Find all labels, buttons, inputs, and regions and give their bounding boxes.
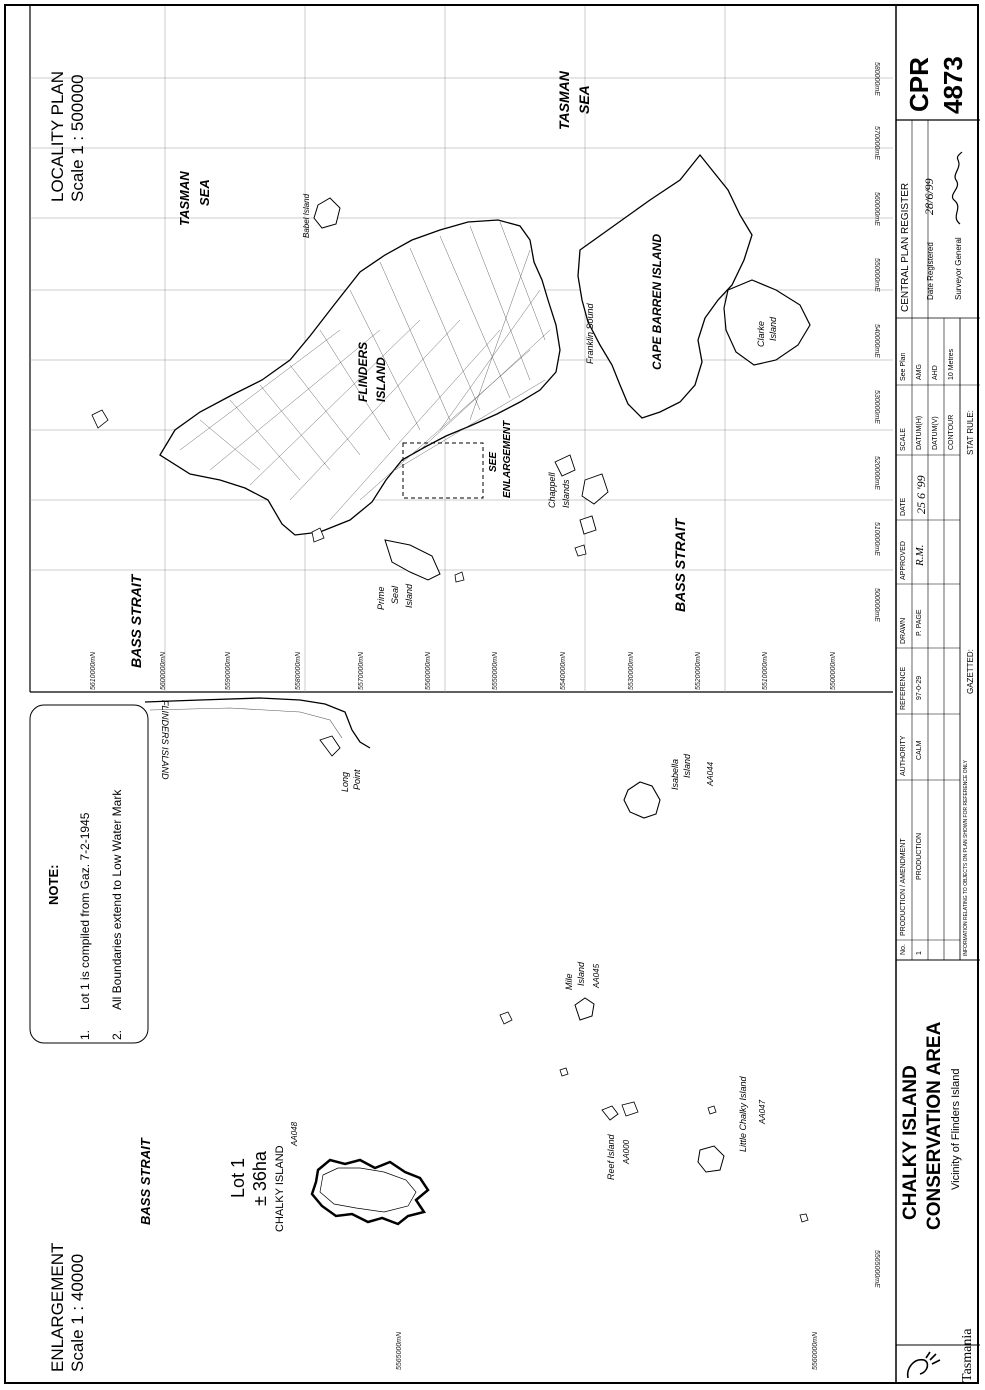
- enlargement-northing-label: 5560000mN: [812, 1331, 819, 1370]
- little-chalky-island-label: Little Chalky Island: [738, 1076, 748, 1152]
- note-heading: NOTE:: [46, 864, 61, 905]
- lot-area-label: ± 36ha: [250, 1151, 270, 1206]
- northing-label: 5530000mN: [628, 651, 635, 690]
- prime-seal-island-outline: [385, 540, 440, 580]
- row-production: PRODUCTION: [916, 832, 923, 880]
- chappell-islands-label-2: Islands: [561, 479, 571, 508]
- cpr-number: 4873: [938, 56, 968, 114]
- prime-seal-island-label-2: Seal: [390, 585, 400, 604]
- row-reference: 97-0-29: [916, 675, 923, 700]
- reef-island-outline: [602, 1106, 618, 1120]
- col-header-date: DATE: [900, 497, 907, 516]
- mile-island-code: AA045: [592, 963, 601, 988]
- datum-v-value: AHD: [932, 365, 939, 380]
- locality-plan-scale: Scale 1 : 500000: [68, 74, 87, 202]
- bass-strait-label-2: BASS STRAIT: [672, 518, 688, 612]
- plan-subtitle: Vicinity of Flinders Island: [950, 1068, 962, 1190]
- long-point-outline: [320, 736, 340, 756]
- easting-label: 540000mE: [873, 324, 880, 358]
- chappell-islands-label: Chappell: [547, 472, 557, 508]
- row-authority: CALM: [916, 740, 923, 760]
- datum-h-label: DATUM(H): [916, 415, 923, 450]
- chalky-island-code: AA048: [290, 1121, 299, 1146]
- reef-island-code: AA000: [622, 1139, 631, 1164]
- northing-label: 5600000mN: [160, 651, 167, 690]
- prime-seal-island-label-3: Island: [404, 583, 414, 608]
- flinders-island-label: FLINDERS: [356, 342, 370, 402]
- easting-label: 570000mE: [873, 126, 880, 160]
- enlargement-title: ENLARGEMENT: [48, 1242, 67, 1372]
- northing-label: 5590000mN: [225, 651, 232, 690]
- flinders-island-label-2: ISLAND: [374, 357, 388, 402]
- tasman-sea-label-2-sub: SEA: [576, 85, 592, 114]
- northing-label: 5610000mN: [90, 651, 97, 690]
- stat-rule-label: STAT RULE:: [966, 410, 975, 455]
- date-registered-value: 28/6/99: [922, 178, 936, 215]
- easting-label: 560000mE: [873, 192, 880, 226]
- easting-label: 500000mE: [873, 588, 880, 622]
- cape-barren-island-label: CAPE BARREN ISLAND: [650, 233, 664, 370]
- gazetted-label: GAZETTED:: [966, 649, 975, 694]
- locality-plan-title: LOCALITY PLAN: [48, 70, 67, 202]
- clarke-island-label: Clarke: [756, 320, 766, 347]
- bass-strait-label-1: BASS STRAIT: [128, 574, 144, 668]
- date-registered-label: Date Registered: [926, 242, 935, 300]
- col-header-authority: AUTHORITY: [900, 735, 907, 776]
- clarke-island-label-2: Island: [768, 316, 778, 341]
- plan-title-line-1: CHALKY ISLAND: [900, 1065, 921, 1220]
- prime-seal-island-label: Prime: [376, 586, 386, 610]
- row-no: 1: [916, 951, 923, 955]
- contour-value: 10 Metres: [948, 348, 955, 380]
- northing-label: 5520000mN: [695, 651, 702, 690]
- flinders-island-coast-enlarged: [145, 698, 370, 748]
- enlargement-northing-label: 5565000mN: [396, 1331, 403, 1370]
- mile-island-outline: [575, 998, 594, 1020]
- see-enlargement-label: SEE: [488, 451, 499, 472]
- row-drawn: P. PAGE: [916, 609, 923, 636]
- note-item-number: 2.: [110, 1029, 124, 1040]
- easting-label: 520000mE: [873, 456, 880, 490]
- tasman-sea-label-1: TASMAN: [177, 171, 192, 226]
- col-header-production: PRODUCTION / AMENDMENT: [900, 838, 907, 936]
- datum-h-value: AMG: [916, 364, 923, 380]
- easting-label: 550000mE: [873, 258, 880, 292]
- long-point-label: Long: [340, 771, 350, 792]
- long-point-label-2: Point: [352, 769, 362, 790]
- babel-island-outline: [314, 198, 340, 228]
- flinders-island-enlargement-label: FLINDERS ISLAND: [160, 700, 170, 780]
- col-header-see-plan: See Plan: [900, 352, 907, 381]
- central-plan-register-label: CENTRAL PLAN REGISTER: [900, 182, 911, 312]
- col-header-drawn: DRAWN: [900, 617, 907, 644]
- enlargement-easting-label: 5565000mE: [873, 1250, 880, 1288]
- surveyor-general-label: Surveyor General: [954, 237, 963, 300]
- tasmania-logo-text: Tasmania: [960, 1328, 975, 1382]
- reef-island-label: Reef Island: [606, 1134, 616, 1180]
- northing-label: 5510000mN: [762, 651, 769, 690]
- plan-title-line-2: CONSERVATION AREA: [924, 1021, 945, 1230]
- isabella-island-label: Isabella: [670, 758, 680, 790]
- row-approved-initials: R.M.: [914, 544, 926, 566]
- clarke-island-outline: [724, 280, 810, 365]
- tasman-sea-label-2: TASMAN: [556, 71, 572, 130]
- cpr-label: CPR: [904, 57, 934, 112]
- northing-label: 5500000mN: [830, 651, 837, 690]
- col-header-scale: SCALE: [900, 428, 907, 451]
- easting-label: 510000mE: [873, 522, 880, 556]
- note-item-text: Lot 1 is compiled from Gaz. 7-2-1945: [78, 812, 92, 1010]
- note-item-number: 1.: [78, 1029, 92, 1040]
- easting-label: 580000mE: [873, 62, 880, 96]
- enlargement-scale: Scale 1 : 40000: [68, 1253, 87, 1372]
- col-header-approved: APPROVED: [900, 541, 907, 580]
- mile-island-label-2: Island: [576, 961, 586, 986]
- isabella-island-outline: [624, 782, 660, 818]
- little-chalky-island-outline: [698, 1146, 724, 1172]
- row-date: 25 6 '99: [914, 475, 928, 514]
- isabella-island-code: AA044: [706, 761, 715, 786]
- northing-label: 5560000mN: [425, 651, 432, 690]
- datum-v-label: DATUM(V): [932, 416, 939, 450]
- note-item-text: All Boundaries extend to Low Water Mark: [110, 789, 124, 1010]
- chalky-island-label: CHALKY ISLAND: [274, 1145, 286, 1232]
- little-chalky-island-code: AA047: [758, 1099, 767, 1124]
- col-header-reference: REFERENCE: [900, 666, 907, 710]
- plan-footnote: INFORMATION RELATING TO OBJECTS ON PLAN SHOWN FOR REFERENCE ONLY: [963, 760, 969, 956]
- tasman-sea-label-1-sub: SEA: [197, 179, 212, 206]
- bass-strait-enlargement-label: BASS STRAIT: [138, 1138, 153, 1225]
- mile-island-label: Mile: [564, 973, 574, 990]
- northing-label: 5550000mN: [492, 651, 499, 690]
- contour-label: CONTOUR: [948, 414, 955, 450]
- lot-number-label: Lot 1: [228, 1157, 248, 1198]
- franklin-sound-label: Franklin Sound: [585, 303, 595, 364]
- northing-label: 5570000mN: [358, 651, 365, 690]
- easting-label: 530000mE: [873, 390, 880, 424]
- babel-island-label: Babel Island: [302, 193, 311, 238]
- see-enlargement-label-2: ENLARGEMENT: [502, 420, 513, 498]
- northing-label: 5580000mN: [295, 651, 302, 690]
- northing-label: 5540000mN: [560, 651, 567, 690]
- surveyor-general-signature: [946, 150, 968, 228]
- cape-barren-island-outline: [578, 155, 752, 418]
- isabella-island-label-2: Island: [682, 753, 692, 778]
- col-header-no: No.: [900, 944, 907, 955]
